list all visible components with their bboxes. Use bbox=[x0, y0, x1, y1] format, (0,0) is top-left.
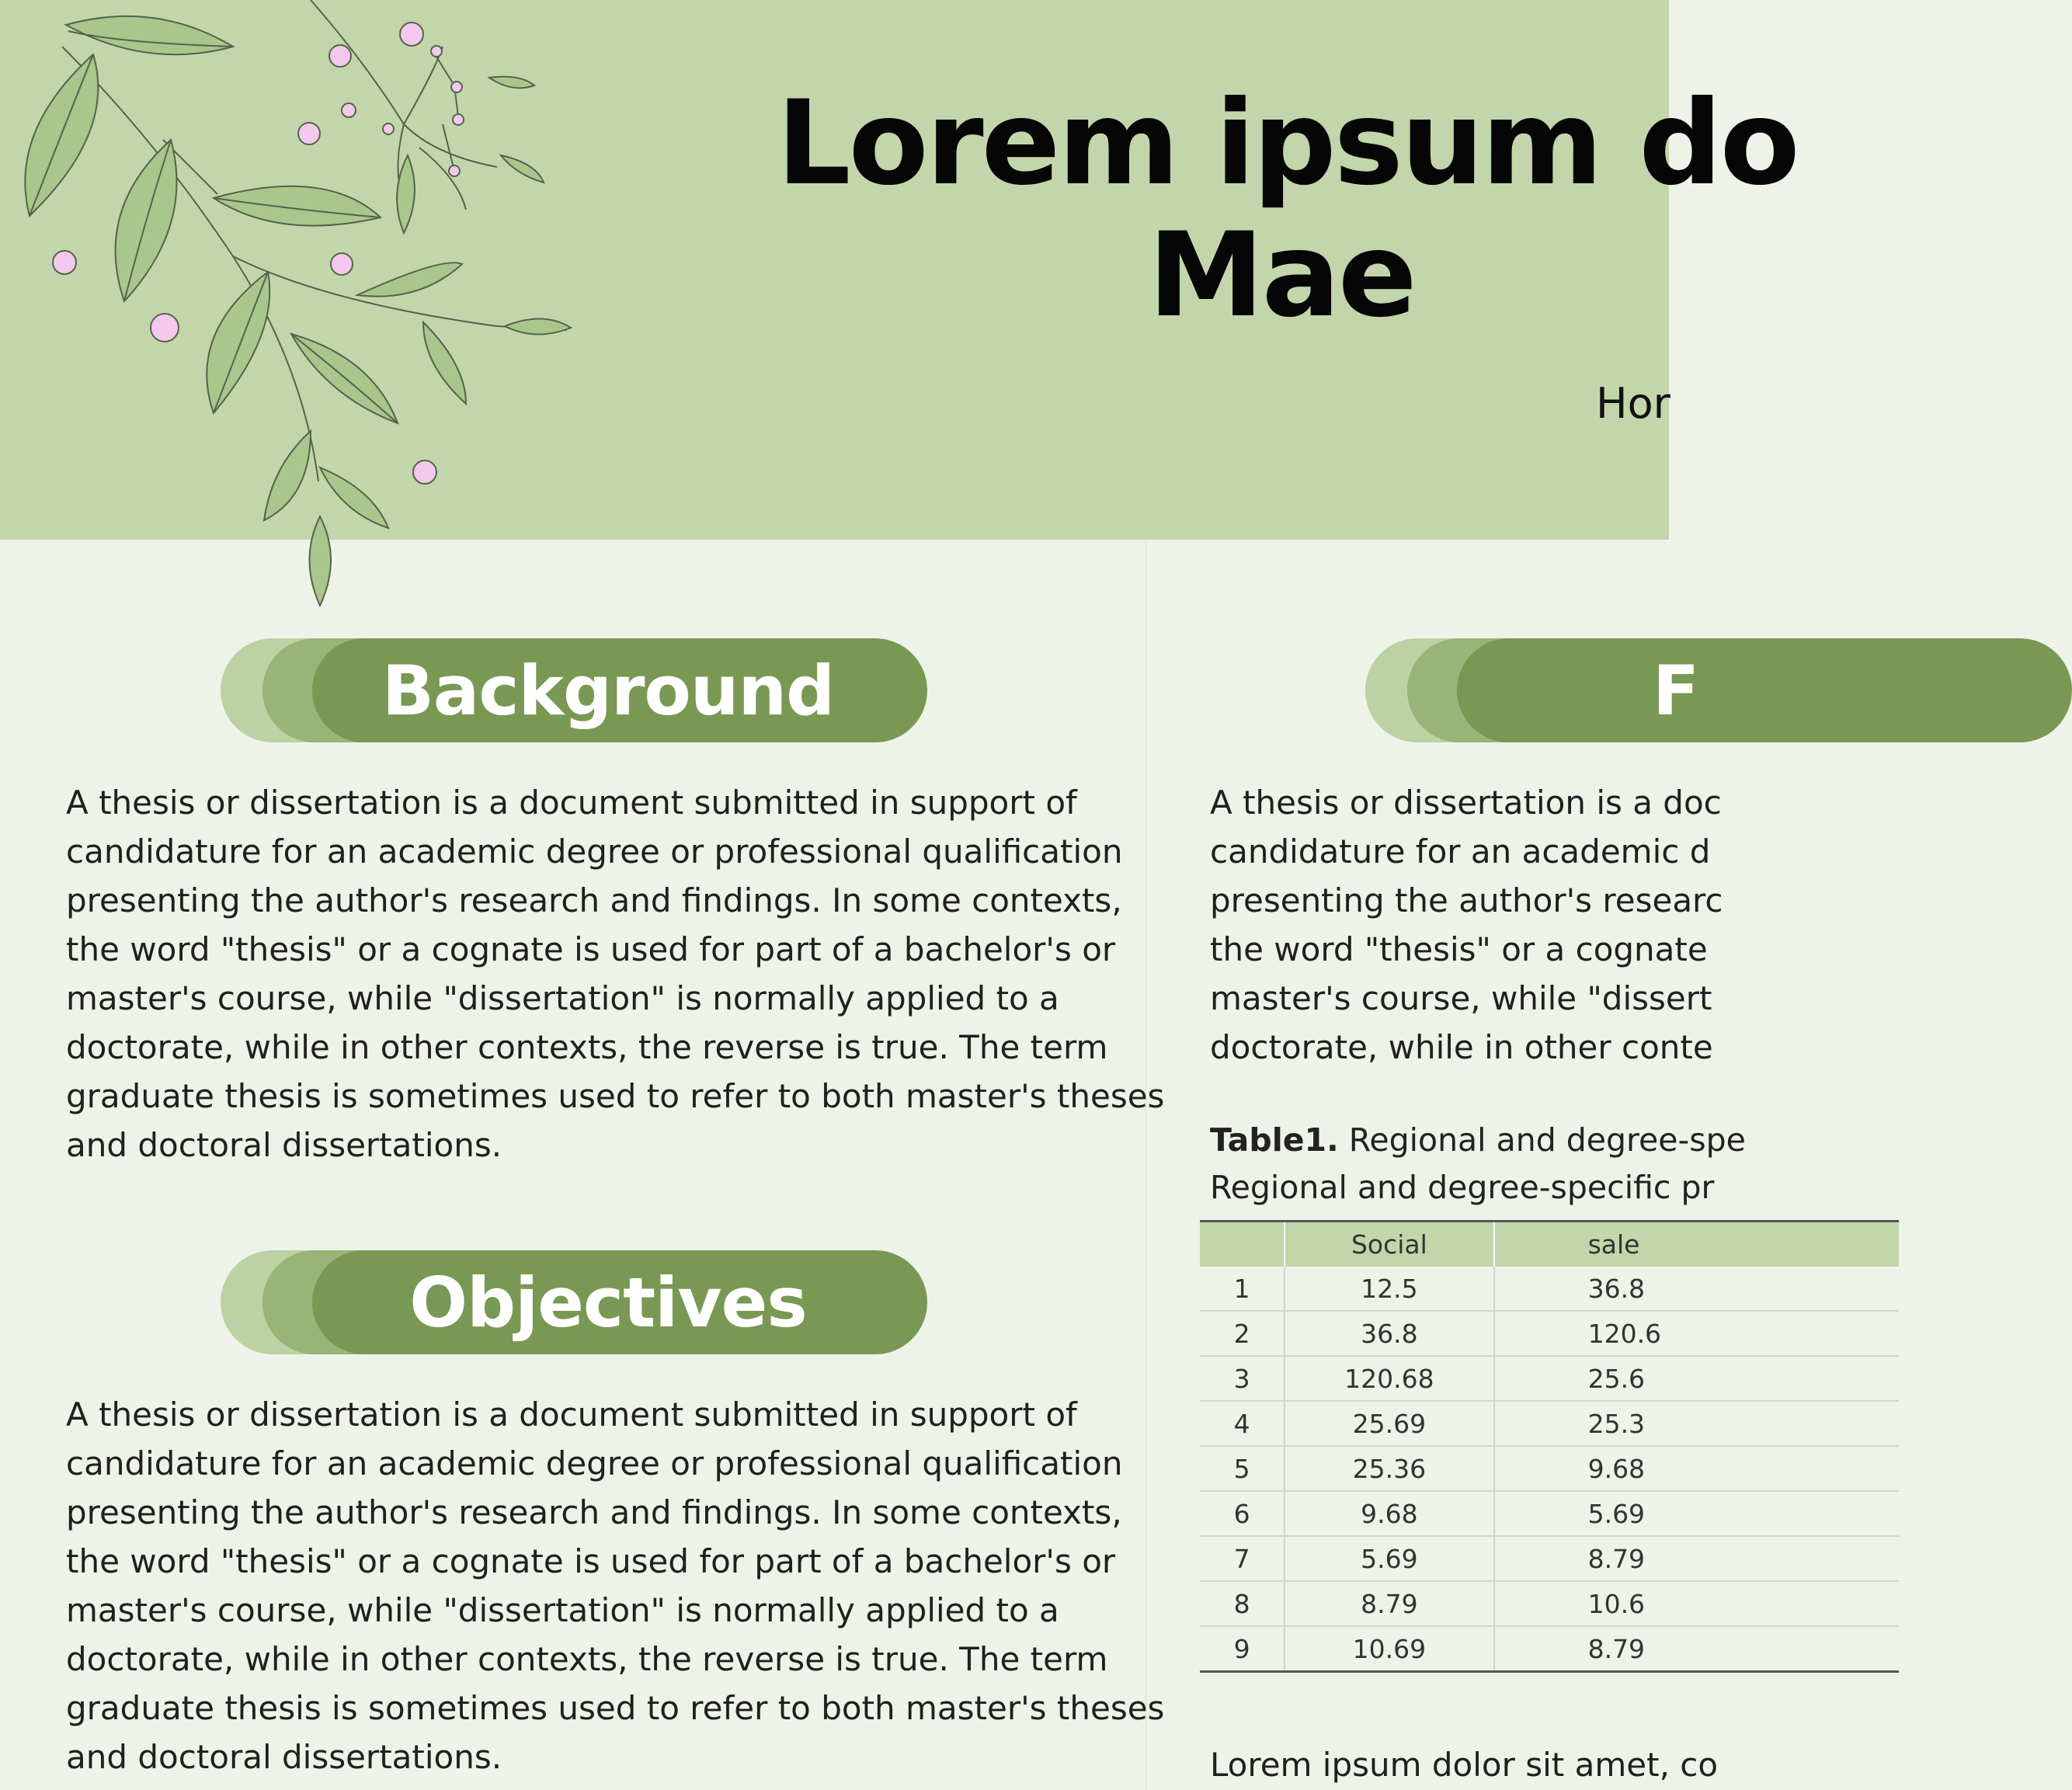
table-row bbox=[1200, 1401, 1899, 1446]
text-line: graduate thesis is sometimes used to refer to both master's theses bbox=[66, 1077, 1165, 1115]
title-line-1: Lorem ipsum do bbox=[777, 76, 1798, 211]
table-caption-line-2: Regional and degree-specific pr bbox=[1210, 1169, 1715, 1206]
table-cell: 120.68 bbox=[1285, 1356, 1493, 1401]
text-line: and doctoral dissertations. bbox=[66, 1126, 502, 1164]
table-cell: 4 bbox=[1200, 1401, 1285, 1446]
table-cell: 10.69 bbox=[1285, 1626, 1493, 1672]
text-line: presenting the author's research and findings. In some contexts, bbox=[66, 881, 1122, 919]
table-cell: 36.8 bbox=[1285, 1311, 1493, 1356]
text-line: and doctoral dissertations. bbox=[66, 1738, 502, 1776]
table-row bbox=[1200, 1536, 1899, 1581]
table-cell: 8.79 bbox=[1285, 1581, 1493, 1626]
text-line: doctorate, while in other contexts, the reverse is true. The term bbox=[66, 1028, 1108, 1066]
table-cell: 12.5 bbox=[1285, 1267, 1493, 1311]
table-cell: 25.6 bbox=[1494, 1356, 1899, 1401]
pill-layer-dark bbox=[312, 638, 927, 742]
background-paragraph bbox=[66, 778, 1164, 1170]
table-row bbox=[1200, 1581, 1899, 1626]
text-line: presenting the author's researc bbox=[1210, 881, 1723, 919]
table-row bbox=[1200, 1446, 1899, 1491]
table-cell: 8.79 bbox=[1494, 1626, 1899, 1672]
footer-text: Lorem ipsum dolor sit amet, co bbox=[1210, 1746, 1719, 1784]
table-row bbox=[1200, 1626, 1899, 1672]
right-heading-pill bbox=[1365, 638, 1699, 742]
table-cell: 6 bbox=[1200, 1491, 1285, 1536]
table-cell: 25.36 bbox=[1285, 1446, 1493, 1491]
table-cell: 25.69 bbox=[1285, 1401, 1493, 1446]
text-line: doctorate, while in other conte bbox=[1210, 1028, 1713, 1066]
table-header-cell bbox=[1200, 1222, 1285, 1267]
table-cell: 120.6 bbox=[1494, 1311, 1899, 1356]
text-line: A thesis or dissertation is a document submitted in support of bbox=[66, 784, 1077, 822]
table-cell: 36.8 bbox=[1494, 1267, 1899, 1311]
poster-title bbox=[777, 76, 1798, 343]
table-row bbox=[1200, 1491, 1899, 1536]
table-cell: 25.3 bbox=[1494, 1401, 1899, 1446]
background-heading: Background bbox=[381, 650, 835, 731]
table-cell: 2 bbox=[1200, 1311, 1285, 1356]
table-cell: 9.68 bbox=[1494, 1446, 1899, 1491]
objectives-heading: Objectives bbox=[409, 1262, 807, 1343]
table-header-cell: sale bbox=[1494, 1222, 1899, 1267]
table-caption-label: Table1. bbox=[1210, 1121, 1339, 1159]
objectives-heading-pill bbox=[221, 1250, 927, 1354]
pill-layer-dark bbox=[1457, 638, 2072, 742]
text-line: candidature for an academic degree or professional qualification bbox=[66, 832, 1123, 871]
text-line: the word "thesis" or a cognate bbox=[1210, 930, 1708, 968]
right-paragraph bbox=[1210, 778, 1723, 1072]
text-line: doctorate, while in other contexts, the reverse is true. The term bbox=[66, 1640, 1108, 1678]
text-line: presenting the author's research and findings. In some contexts, bbox=[66, 1493, 1122, 1531]
title-line-2: Mae bbox=[1148, 208, 1415, 343]
table-cell: 8.79 bbox=[1494, 1536, 1899, 1581]
table-body bbox=[1200, 1267, 1899, 1672]
text-line: candidature for an academic degree or professional qualification bbox=[66, 1444, 1123, 1482]
table-cell: 9 bbox=[1200, 1626, 1285, 1672]
text-line: A thesis or dissertation is a doc bbox=[1210, 784, 1722, 822]
table-row bbox=[1200, 1311, 1899, 1356]
background-heading-pill bbox=[221, 638, 927, 742]
right-heading: F bbox=[1653, 650, 1699, 731]
table-cell: 5 bbox=[1200, 1446, 1285, 1491]
text-line: master's course, while "dissertation" is normally applied to a bbox=[66, 1591, 1059, 1629]
data-table-clip bbox=[1200, 1220, 1669, 1675]
table-cell: 7 bbox=[1200, 1536, 1285, 1581]
text-line: master's course, while "dissert bbox=[1210, 979, 1712, 1017]
data-table bbox=[1200, 1220, 1899, 1673]
text-line: graduate thesis is sometimes used to refer to both master's theses bbox=[66, 1689, 1165, 1727]
table-header-cell: Social bbox=[1285, 1222, 1493, 1267]
pill-layer-dark bbox=[312, 1250, 927, 1354]
text-line: the word "thesis" or a cognate is used for part of a bachelor's or bbox=[66, 1542, 1116, 1580]
table-cell: 1 bbox=[1200, 1267, 1285, 1311]
table-row bbox=[1200, 1267, 1899, 1311]
footer-text-clip bbox=[1210, 1743, 1719, 1790]
table-header-row bbox=[1200, 1222, 1899, 1267]
text-line: master's course, while "dissertation" is normally applied to a bbox=[66, 979, 1059, 1017]
table-cell: 9.68 bbox=[1285, 1491, 1493, 1536]
leafy-branch-icon bbox=[0, 0, 590, 621]
right-paragraph-clip bbox=[1210, 778, 1723, 1089]
table-cell: 10.6 bbox=[1494, 1581, 1899, 1626]
text-line: the word "thesis" or a cognate is used for part of a bachelor's or bbox=[66, 930, 1116, 968]
table-cell: 5.69 bbox=[1494, 1491, 1899, 1536]
table-caption bbox=[1210, 1117, 1746, 1211]
table-row bbox=[1200, 1356, 1899, 1401]
table-cell: 8 bbox=[1200, 1581, 1285, 1626]
table-cell: 5.69 bbox=[1285, 1536, 1493, 1581]
text-line: candidature for an academic d bbox=[1210, 832, 1711, 871]
table-caption-clip bbox=[1210, 1117, 1746, 1218]
text-line: A thesis or dissertation is a document submitted in support of bbox=[66, 1396, 1077, 1434]
table-cell: 3 bbox=[1200, 1356, 1285, 1401]
objectives-paragraph bbox=[66, 1390, 1164, 1781]
authors-line: Hor bbox=[1596, 379, 1670, 428]
table-caption-text: Regional and degree-spe bbox=[1338, 1121, 1746, 1159]
